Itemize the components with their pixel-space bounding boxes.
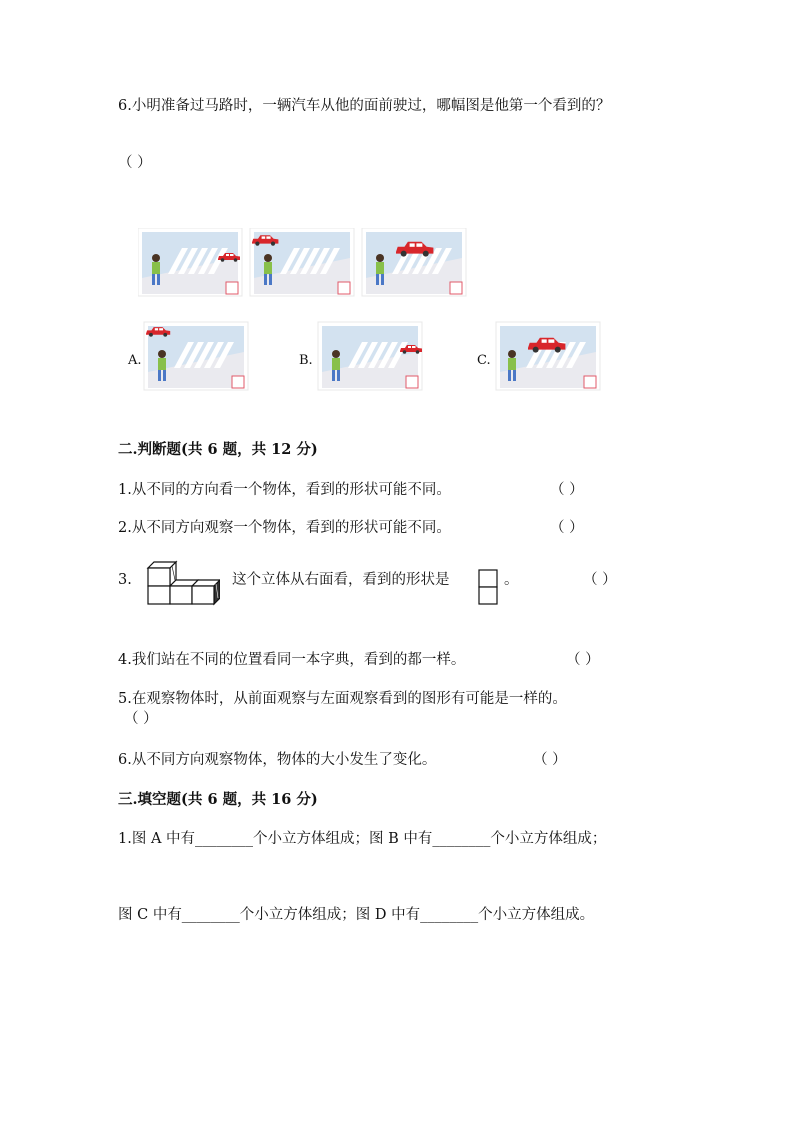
section3-title: 三.填空题(共 6 题，共 16 分) (118, 791, 318, 808)
option-b-label: B. (299, 353, 313, 368)
judge-item-5: 5.在观察物体时，从前面观察与左面观察看到的图形有可能是一样的。 (118, 691, 567, 707)
fill-item-1-line2: 图 C 中有________个小立方体组成；图 D 中有________个小立方体组成。 (118, 907, 595, 923)
fill-item-1-line1: 1.图 A 中有________个小立方体组成；图 B 中有________个小立方体组成； (118, 831, 607, 847)
option-b-picture (316, 320, 428, 392)
judge-paren-3: （ ） (583, 572, 617, 588)
judge-item-4: 4.我们站在不同的位置看同一本字典，看到的都一样。 (118, 652, 466, 668)
judge-item-3: 这个立体从右面看，看到的形状是 (232, 572, 450, 588)
option-a-picture (142, 320, 250, 392)
cube-solid-figure (146, 558, 220, 608)
judge-item-3-number: 3. (118, 572, 132, 588)
judge-item-3-tail: 。 (504, 572, 519, 588)
option-c-picture (494, 320, 602, 392)
sequence-scenes-illustration (138, 228, 473, 300)
judge-paren-1: （ ） (550, 482, 584, 498)
judge-item-6: 6.从不同方向观察物体，物体的大小发生了变化。 (118, 752, 437, 768)
option-a-label: A. (128, 353, 142, 368)
q6-text: 6.小明准备过马路时，一辆汽车从他的面前驶过，哪幅图是他第一个看到的？ (118, 98, 611, 114)
judge-paren-6: （ ） (533, 752, 567, 768)
judge-item-1: 1.从不同的方向看一个物体，看到的形状可能不同。 (118, 482, 451, 498)
option-c-label: C. (477, 353, 491, 368)
judge-paren-5: （ ） (124, 711, 158, 727)
judge-paren-2: （ ） (550, 520, 584, 536)
judge-paren-4: （ ） (566, 652, 600, 668)
judge-item-2: 2.从不同方向观察一个物体，看到的形状可能不同。 (118, 520, 451, 536)
right-view-shape (478, 569, 498, 605)
section2-title: 二.判断题(共 6 题，共 12 分) (118, 441, 318, 458)
q6-answer-paren: （ ） (118, 155, 152, 171)
